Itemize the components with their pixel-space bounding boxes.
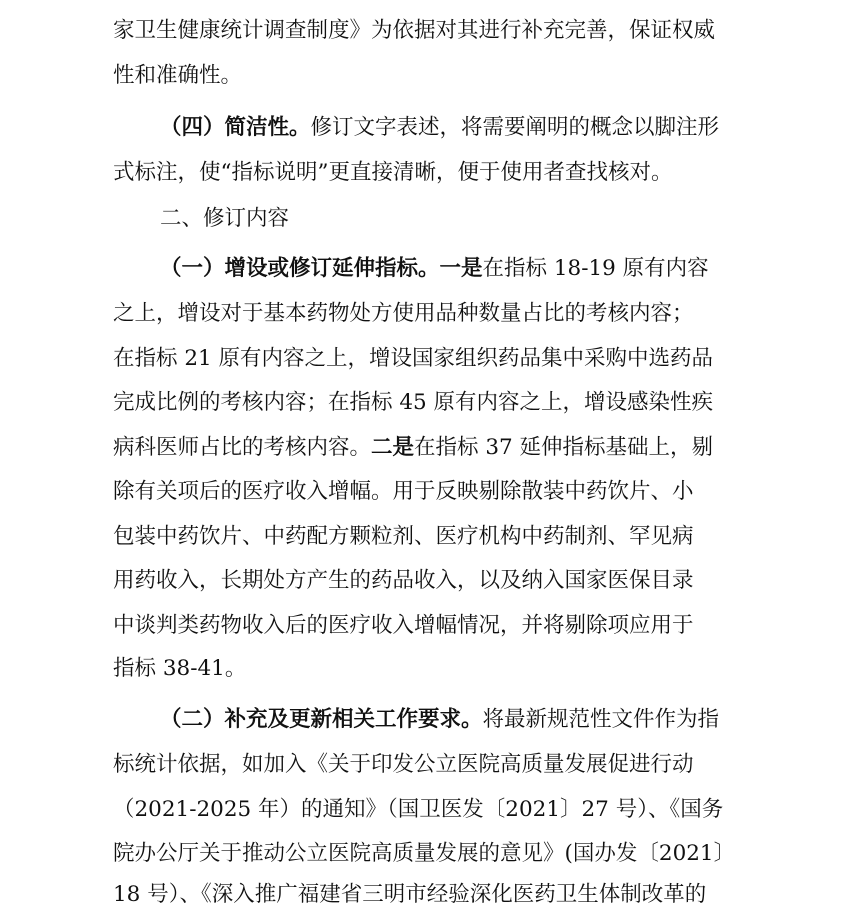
body-line xyxy=(113,877,753,913)
body-line xyxy=(113,608,753,644)
line-text: 院办公厅关于推动公立医院高质量发展的意见》(国办发〔2021〕 xyxy=(113,841,736,866)
body-line xyxy=(113,563,753,599)
body-line xyxy=(113,474,753,510)
line-text: 在指标 37 延伸指标基础上，剔 xyxy=(414,435,714,460)
body-line xyxy=(113,651,753,687)
line-text: 中谈判类药物收入后的医疗收入增幅情况，并将剔除项应用于 xyxy=(113,613,694,638)
line-text: 式标注，使“指标说明”更直接清晰，便于使用者查找核对。 xyxy=(113,160,673,185)
line-text: 家卫生健康统计调查制度》为依据对其进行补充完善，保证权威 xyxy=(113,18,716,43)
body-line xyxy=(113,58,753,94)
line-text: 包装中药饮片、中药配方颗粒剂、医疗机构中药制剂、罕见病 xyxy=(113,524,694,549)
body-line xyxy=(160,201,760,237)
body-line xyxy=(160,110,760,146)
section-heading-bold: （二）补充及更新相关工作要求。 xyxy=(160,707,483,732)
emphasis-text: 一是 xyxy=(439,256,483,281)
body-line xyxy=(113,519,753,555)
line-text: 病科医师占比的考核内容。 xyxy=(113,435,372,460)
line-text: 性和准确性。 xyxy=(113,63,243,88)
body-line xyxy=(113,836,753,872)
line-text: （2021-2025 年）的通知》（国卫医发〔2021〕27 号）、《国务 xyxy=(113,797,724,822)
body-line xyxy=(113,747,753,783)
line-text: 完成比例的考核内容；在指标 45 原有内容之上，增设感染性疾 xyxy=(113,390,714,415)
emphasis-text: 二是 xyxy=(371,435,415,460)
line-text: 修订文字表述，将需要阐明的概念以脚注形 xyxy=(310,115,720,140)
line-text: 之上，增设对于基本药物处方使用品种数量占比的考核内容； xyxy=(113,301,694,326)
section-heading: 二、修订内容 xyxy=(160,206,290,231)
body-line xyxy=(160,251,760,287)
line-text: 除有关项后的医疗收入增幅。用于反映剔除散装中药饮片、小 xyxy=(113,479,694,504)
line-text: 在指标 18-19 原有内容 xyxy=(482,256,709,281)
body-line xyxy=(113,296,753,332)
body-line xyxy=(113,155,753,191)
section-heading-bold: （四）简洁性。 xyxy=(160,115,311,140)
line-text: 将最新规范性文件作为指 xyxy=(482,707,720,732)
body-line xyxy=(113,385,753,421)
body-line xyxy=(113,792,753,828)
line-text: 用药收入，长期处方产生的药品收入，以及纳入国家医保目录 xyxy=(113,568,694,593)
line-text: 18 号）、《深入推广福建省三明市经验深化医药卫生体制改革的 xyxy=(113,882,707,907)
section-heading-bold: （一）增设或修订延伸指标。 xyxy=(160,256,440,281)
line-text: 标统计依据，如加入《关于印发公立医院高质量发展促进行动 xyxy=(113,752,694,777)
body-line xyxy=(113,430,753,466)
body-line xyxy=(113,341,753,377)
body-line xyxy=(113,13,753,49)
line-text: 指标 38-41。 xyxy=(113,656,247,681)
body-line xyxy=(160,702,760,738)
line-text: 在指标 21 原有内容之上，增设国家组织药品集中采购中选药品 xyxy=(113,346,714,371)
